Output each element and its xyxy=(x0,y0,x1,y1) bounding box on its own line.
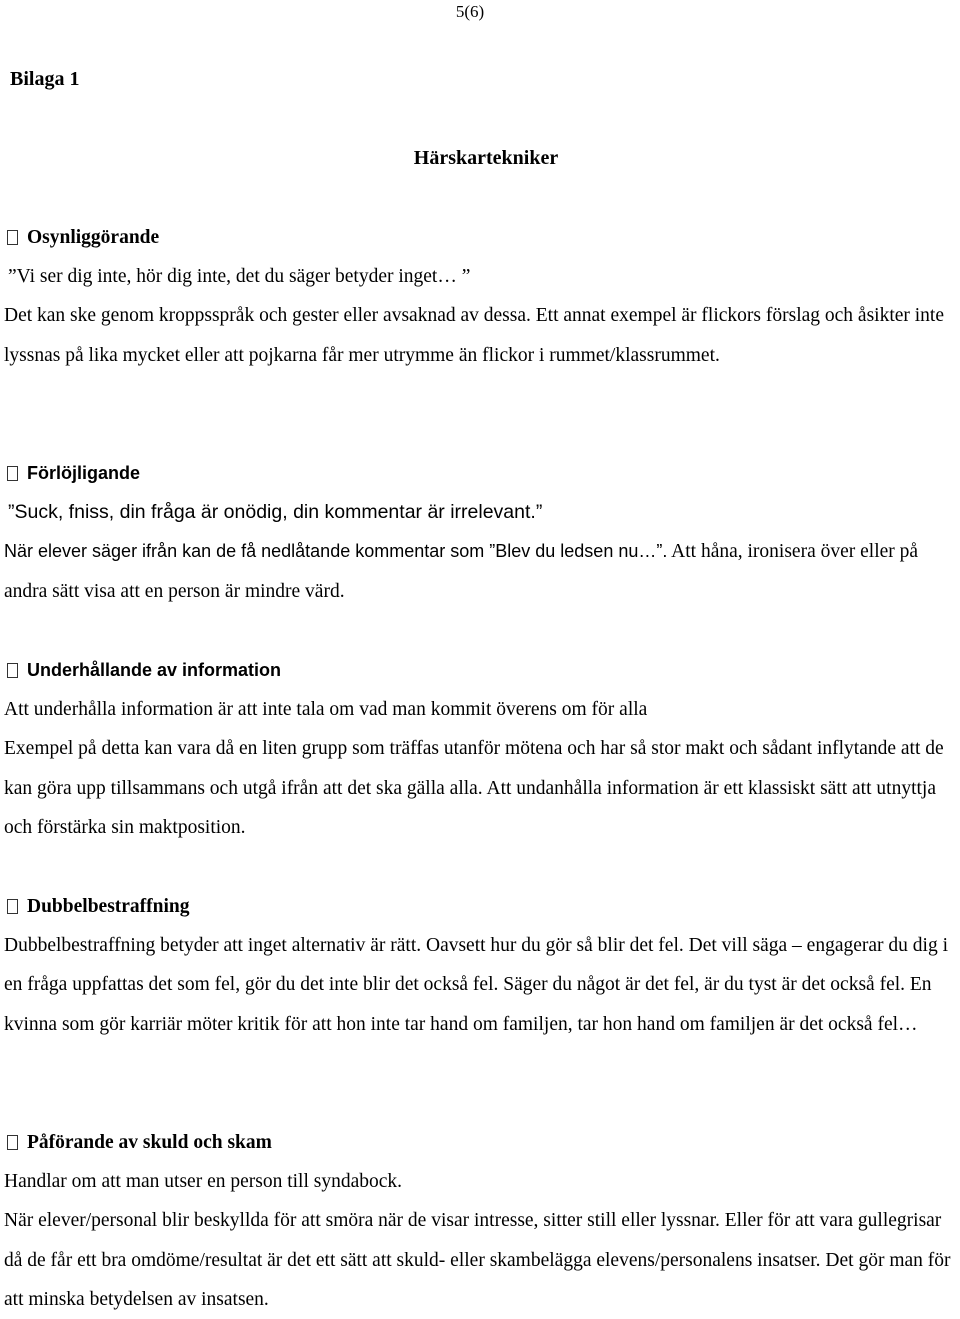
section-body: Dubbelbestraffning betyder att inget alternativ är rätt. Oavsett hur du gör så blir det fel. Det vill säga – engagerar du dig i en fråga uppfattas det som fel, gör du det inte blir det också fel. Säger du något är det fel, är du tyst är det också fel. En kvinna som gör karriär möter kritik för att hon inte tar hand om familjen, tar hon hand om familjen är det också fel… xyxy=(4,935,948,1035)
section-heading xyxy=(4,887,958,926)
section-body: Exempel på detta kan vara då en liten grupp som träffas utanför mötena och har så stor makt och sådant inflytande att de kan göra upp tillsammans och utgå ifrån att det ska gälla alla. Att undanhålla information är ett klassiskt sätt att utnyttja och förstärka sin maktposition. xyxy=(4,738,944,838)
section-heading xyxy=(4,651,958,690)
bullet-box-icon xyxy=(7,663,18,678)
section-heading-text: Underhållande av information xyxy=(27,660,282,680)
bullet-box-icon xyxy=(7,899,18,914)
section-body-line: Att underhålla information är att inte tala om vad man kommit överens om för alla xyxy=(4,699,648,720)
section-heading-text: Dubbelbestraffning xyxy=(27,896,190,917)
quote-text: Vi ser dig inte, hör dig inte, det du säger betyder inget… xyxy=(16,266,457,287)
appendix-label: Bilaga 1 xyxy=(10,68,80,90)
page-number: 5(6) xyxy=(455,2,485,21)
section-body: Det kan ske genom kroppsspråk och gester eller avsaknad av dessa. Ett annat exempel är flickors förslag och åsikter inte lyssnas på lika mycket eller att pojkarna får mer utrymme än flickor i rummet/klassrummet. xyxy=(4,305,945,366)
section-heading-text: Påförande av skuld och skam xyxy=(27,1132,272,1153)
section-dubbelbestraffning xyxy=(4,887,958,1044)
section-heading xyxy=(4,218,958,257)
section-body-part: När elever säger ifrån kan de få nedlåtande kommentar som ”Blev du ledsen nu…”. xyxy=(4,541,668,562)
section-body-part: Att håna, ironisera över eller på andra sätt visa att en person är mindre värd. xyxy=(4,541,919,602)
section-heading xyxy=(4,1123,958,1162)
bullet-box-icon xyxy=(7,466,18,481)
section-quote: ”Vi ser dig inte, hör dig inte, det du säger betyder inget… ” xyxy=(8,266,471,287)
section-underhallande xyxy=(4,651,958,847)
section-paforande xyxy=(4,1123,958,1319)
quote-text: Suck, fniss, din fråga är onödig, din kommentar är irrelevant. xyxy=(14,501,536,523)
section-body xyxy=(4,532,958,611)
bullet-box-icon xyxy=(7,230,18,245)
bullet-box-icon xyxy=(7,1135,18,1150)
section-heading-text: Osynliggörande xyxy=(27,227,160,248)
section-heading xyxy=(4,454,958,493)
section-body-line: Handlar om att man utser en person till syndabock. xyxy=(4,1171,403,1192)
section-forlojligande xyxy=(4,454,958,611)
section-heading-text: Förlöjligande xyxy=(27,463,141,483)
document-title: Härskartekniker xyxy=(413,147,559,169)
section-body: När elever/personal blir beskyllda för att smöra när de visar intresse, sitter still eller lyssnar. Eller för att vara gullegrisar då de får ett bra omdöme/resultat är det ett sätt att skuld- eller skambelägga elevens/personalens insatser. Det gör man för att minska betydelsen av insatsen. xyxy=(4,1210,951,1310)
section-osynliggorande xyxy=(4,218,958,375)
section-quote: ”Suck, fniss, din fråga är onödig, din kommentar är irrelevant.” xyxy=(8,501,543,523)
